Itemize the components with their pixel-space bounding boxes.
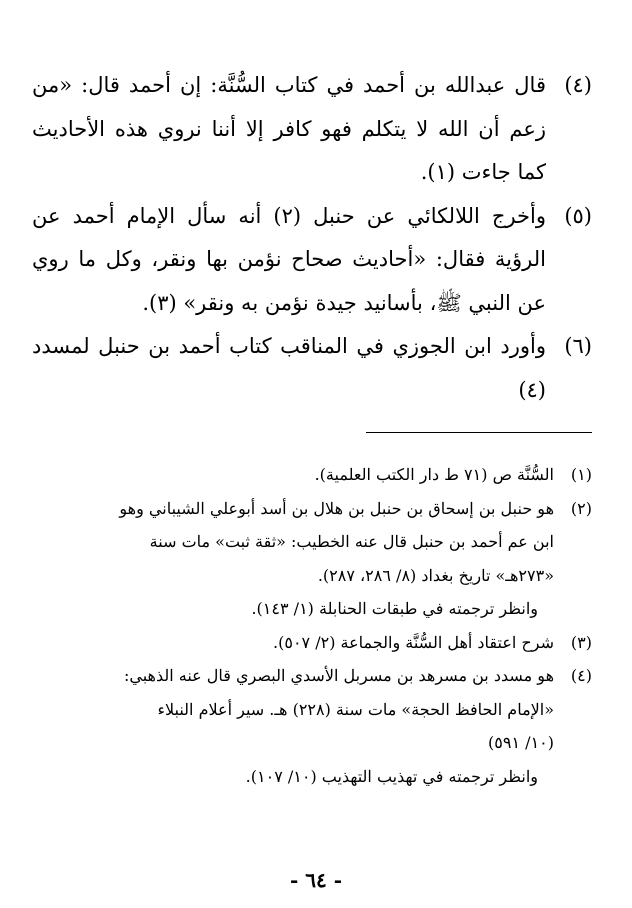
footnote-number: (١) bbox=[570, 465, 592, 484]
footnote-line: «الإمام الحافظ الحجة» مات سنة (٢٢٨) هـ. سير أعلام النبلاء bbox=[157, 699, 554, 719]
footnote-text bbox=[32, 458, 554, 492]
paragraph-5 bbox=[32, 195, 592, 326]
paragraph-number: (٥) bbox=[564, 203, 592, 228]
footnote-number: (٤) bbox=[570, 666, 592, 685]
footnote-line: «٢٧٣هـ» تاريخ بغداد (٨/ ٢٨٦، ٢٨٧). bbox=[317, 565, 554, 585]
footnote-3 bbox=[32, 626, 592, 660]
footnote-line: هو مسدد بن مسرهد بن مسربل الأسدي البصري قال عنه الذهبي: bbox=[123, 666, 554, 685]
footnote-2 bbox=[32, 492, 592, 626]
footnote-text bbox=[32, 626, 554, 660]
footnote-line: ابن عم أحمد بن حنبل قال عنه الخطيب: «ثقة ثبت» مات سنة bbox=[149, 532, 554, 551]
paragraph-text: وأخرج اللالكائي عن حنبل (٢) أنه سأل الإمام أحمد عن الرؤية فقال: «أحاديث صحاح نؤمن بها ونقر، وكل ما روي عن النبي ﷺ، بأسانيد جيدة نؤمن به ونقر» (٣). bbox=[32, 203, 547, 315]
paragraph-text: وأورد ابن الجوزي في المناقب كتاب أحمد بن حنبل لمسدد (٤) bbox=[32, 334, 546, 402]
footnote-see-also: وانظر ترجمته في طبقات الحنابلة (١/ ١٤٣). bbox=[251, 599, 538, 618]
paragraph-number: (٦) bbox=[564, 334, 592, 358]
main-text bbox=[32, 64, 592, 412]
paragraph-text: قال عبدالله بن أحمد في كتاب السُّنَّة: إن أحمد قال: «من زعم أن الله لا يتكلم فهو كافر إلا أننا نروي هذه الأحاديث كما جاءت (١). bbox=[32, 73, 546, 184]
footnote-line: السُّنَّة ص (٧١ ط دار الكتب العلمية). bbox=[314, 465, 554, 484]
footnote-line: (١٠/ ٥٩١) bbox=[488, 733, 554, 752]
footnote-line: شرح اعتقاد أهل السُّنَّة والجماعة (٢/ ٥٠٧). bbox=[273, 632, 554, 652]
paragraph-number: (٤) bbox=[564, 73, 592, 97]
footnote-text bbox=[32, 659, 554, 793]
footnote-separator bbox=[366, 432, 592, 433]
footnotes bbox=[32, 458, 592, 793]
footnote-4 bbox=[32, 659, 592, 793]
footnote-number: (٢) bbox=[570, 498, 592, 518]
page-number: - ٦٤ - bbox=[289, 868, 342, 892]
paragraph-4 bbox=[32, 64, 592, 195]
paragraph-6 bbox=[32, 325, 592, 412]
footnote-see-also: وانظر ترجمته في تهذيب التهذيب (١٠/ ١٠٧). bbox=[245, 766, 538, 786]
footnote-number: (٣) bbox=[570, 632, 592, 652]
footnote-1 bbox=[32, 458, 592, 492]
footnote-line: هو حنبل بن إسحاق بن حنبل بن هلال بن أسد أبوعلي الشيباني وهو bbox=[119, 498, 554, 518]
footnote-text bbox=[32, 492, 554, 626]
